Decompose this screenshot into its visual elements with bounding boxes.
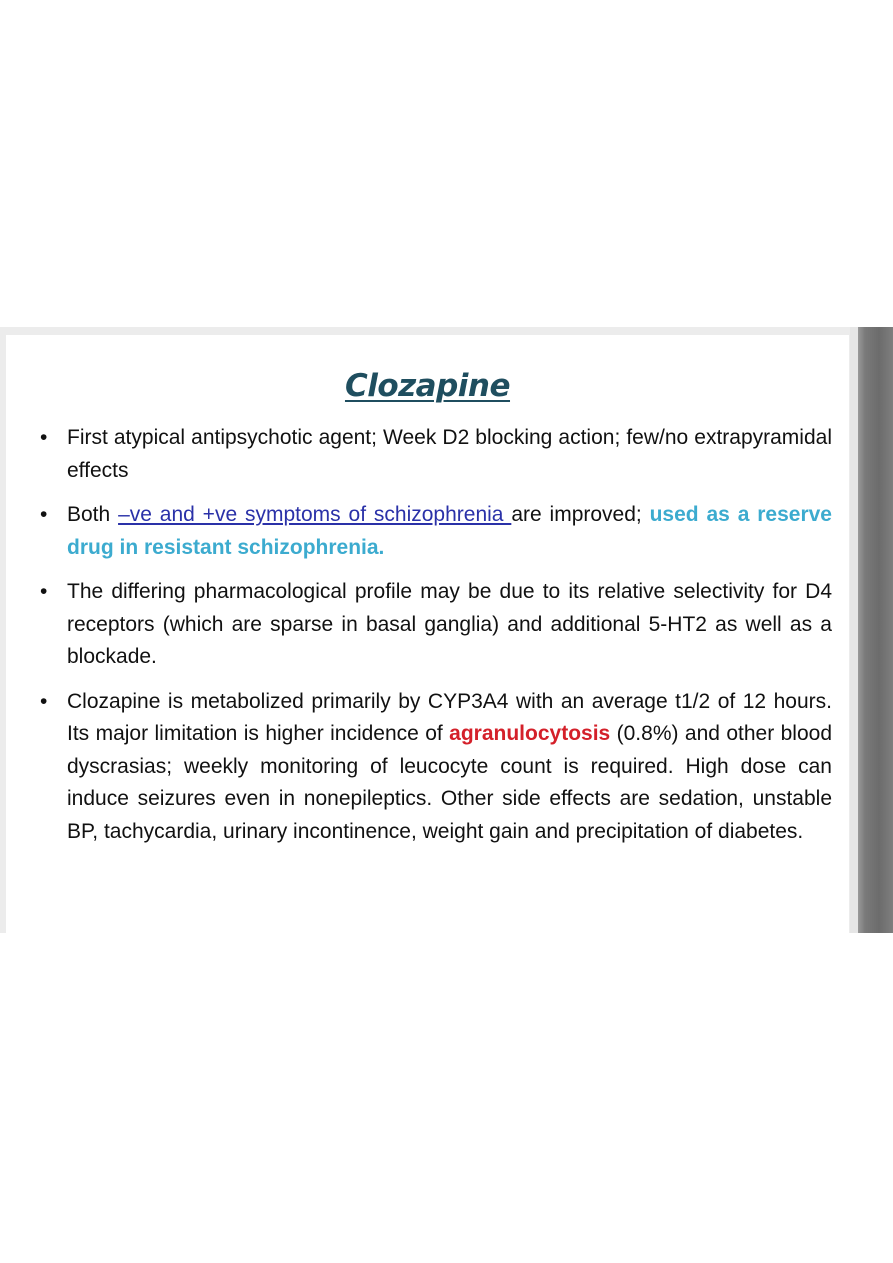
agranulocytosis-highlight: agranulocytosis <box>449 722 611 745</box>
bullet-icon: • <box>40 580 48 603</box>
symptoms-link[interactable]: –ve and +ve symptoms of schizophrenia <box>118 503 512 526</box>
bullet-item-4 <box>40 686 832 849</box>
bullet-text: First atypical antipsychotic agent; Week D2 blocking action; few/no extrapyramidal effects <box>67 426 832 482</box>
bullet-prefix: Clozapine is metabolized primarily by CYP3A4 with an average t1/2 of 12 hours. Its major limitation is higher incidence of <box>67 689 832 745</box>
bullet-icon: • <box>40 689 48 713</box>
bullet-icon: • <box>40 503 48 526</box>
reserve-drug-highlight: used as a reserve drug in resistant schizophrenia. <box>67 503 832 559</box>
bullet-item-3 <box>40 576 832 674</box>
bullet-middle: are improved; <box>511 503 650 526</box>
right-edge-bar <box>858 327 893 933</box>
slide <box>6 335 849 933</box>
bullet-text: The differing pharmacological profile may be due to its relative selectivity for D4 receptors (which are sparse in basal ganglia) and additional 5-HT2 as well as a blockade. <box>67 580 832 668</box>
bullet-list <box>40 422 832 860</box>
bullet-prefix: Both <box>67 503 119 526</box>
slide-frame <box>0 327 893 933</box>
bullet-item-1 <box>40 422 832 487</box>
bullet-suffix: (0.8%) and other blood dyscrasias; weekly monitoring of leucocyte count is required. High dose can induce seizures even in nonepileptics. Other side effects are sedation, unstable BP, tachycardia, urinary incontinence, weight gain and precipitation of diabetes. <box>67 722 832 843</box>
bullet-icon: • <box>40 426 48 449</box>
slide-title-text: Clozapine <box>344 368 511 404</box>
slide-title <box>6 368 849 404</box>
right-edge-gap <box>850 327 858 933</box>
bullet-item-2 <box>40 499 832 564</box>
